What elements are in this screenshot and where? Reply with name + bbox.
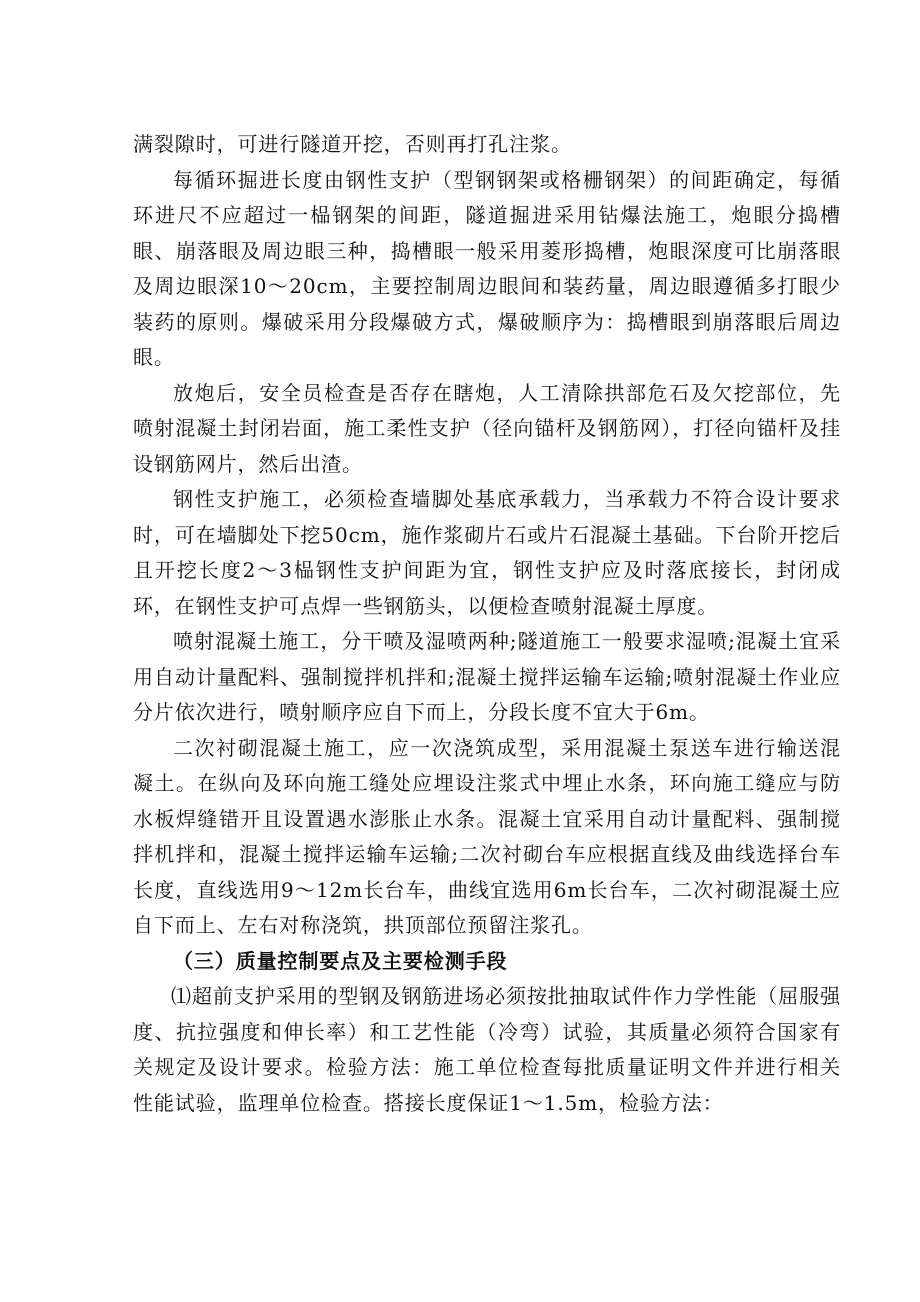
paragraph-excavation-cycle: 每循环掘进长度由钢性支护（型钢钢架或格栅钢架）的间距确定，每循环进尺不应超过一榀钢架的间距，隧道掘进采用钻爆法施工，炮眼分捣槽眼、崩落眼及周边眼三种，捣槽眼一般采用菱形捣槽，炮眼深度可比崩落眼及周边眼深10～20cm，主要控制周边眼间和装药量，周边眼遵循多打眼少装药的原则。爆破采用分段爆破方式，爆破顺序为：捣槽眼到崩落眼后周边眼。 xyxy=(133,167,841,369)
paragraph-secondary-lining: 二次衬砌混凝土施工，应一次浇筑成型，采用混凝土泵送车进行输送混凝土。在纵向及环向施工缝处应埋设注浆式中埋止水条，环向施工缝应与防水板焊缝错开且设置遇水澎胀止水条。混凝土宜采用自动计量配料、强制搅拌机拌和，混凝土搅拌运输车运输;二次衬砌台车应根据直线及曲线选择台车长度，直线选用9～12m长台车，曲线宜选用6m长台车，二次衬砌混凝土应自下而上、左右对称浇筑，拱顶部位预留注浆孔。 xyxy=(133,735,841,937)
paragraph-rigid-support: 钢性支护施工，必须检查墙脚处基底承载力，当承载力不符合设计要求时，可在墙脚处下挖50cm，施作浆砌片石或片石混凝土基础。下台阶开挖后且开挖长度2～3榀钢性支护间距为宜，钢性支护应及时落底接长，封闭成环，在钢性支护可点焊一些钢筋头，以便检查喷射混凝土厚度。 xyxy=(133,487,841,618)
paragraph-shotcrete: 喷射混凝土施工，分干喷及湿喷两种;隧道施工一般要求湿喷;混凝土宜采用自动计量配料、强制搅拌机拌和;混凝土搅拌运输车运输;喷射混凝土作业应分片依次进行，喷射顺序应自下而上，分段长度不宜大于6m。 xyxy=(133,629,841,724)
section-heading: （三）质量控制要点及主要检测手段 xyxy=(173,948,508,973)
paragraph-quality-item-1: ⑴超前支护采用的型钢及钢筋进场必须按批抽取试件作力学性能（屈服强度、抗拉强度和伸长率）和工艺性能（冷弯）试验，其质量必须符合国家有关规定及设计要求。检验方法：施工单位检查每批质量证明文件并进行相关性能试验，监理单位检查。搭接长度保证1～1.5m，检验方法： xyxy=(133,984,841,1115)
paragraph-continuation: 满裂隙时，可进行隧道开挖，否则再打孔注浆。 xyxy=(133,132,572,156)
document-body xyxy=(133,127,841,1121)
paragraph-after-blasting: 放炮后，安全员检查是否存在瞎炮，人工清除拱部危石及欠挖部位，先喷射混凝土封闭岩面，施工柔性支护（径向锚杆及钢筋网），打径向锚杆及挂设钢筋网片，然后出渣。 xyxy=(133,380,841,476)
